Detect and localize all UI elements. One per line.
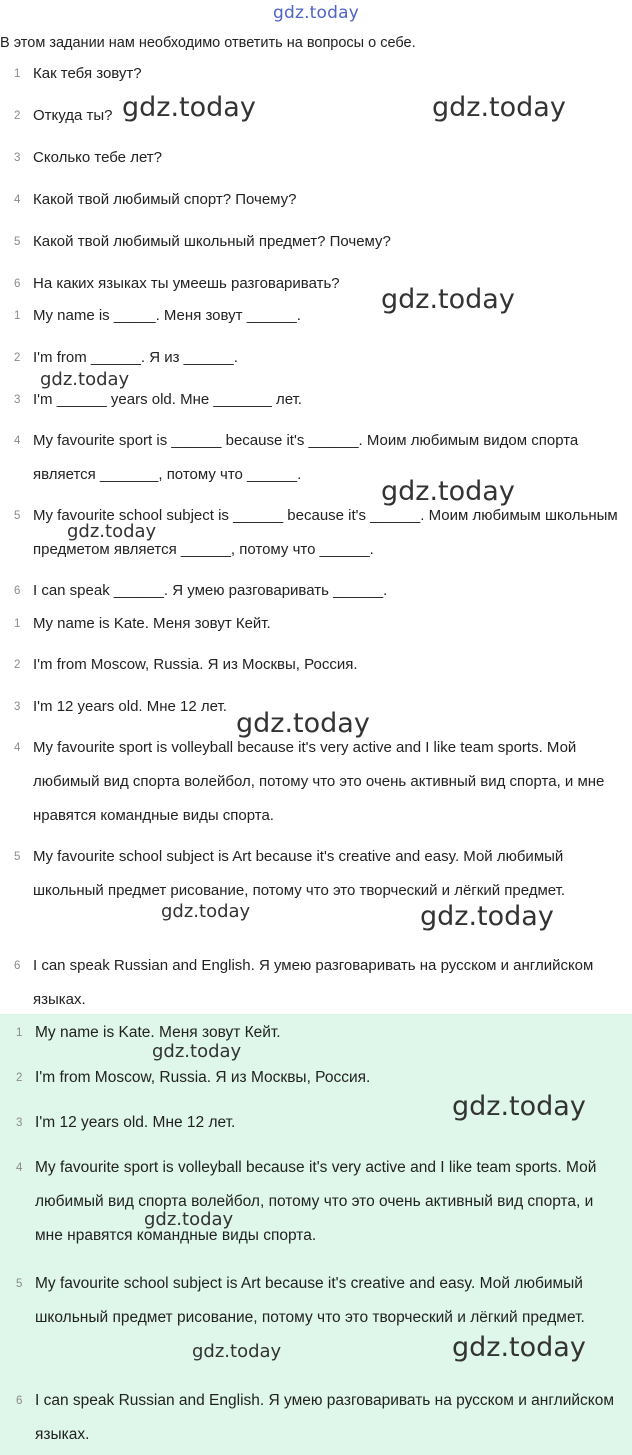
task-intro: В этом задании нам необходимо ответить на вопросы о себе. (0, 35, 416, 51)
final-answer-item (0, 1384, 632, 1452)
item-number: 5 (16, 1278, 23, 1290)
template-text: My favourite sport is ______ because it's ______. Моим любимым видом спорта является _______, потому что ______. (33, 432, 579, 483)
item-number: 2 (14, 352, 21, 364)
template-text: My name is _____. Меня зовут ______. (33, 307, 301, 324)
site-logo[interactable]: gdz.today (272, 3, 360, 23)
question-item (0, 267, 632, 301)
watermark: gdz.today (122, 92, 256, 123)
answer-text: My favourite sport is volleyball because it's very active and I like team sports. Мой любимый вид спорта волейбол, потому что это очень активный вид спорта, и мне нравятся командные виды спорта. (33, 739, 605, 824)
item-number: 5 (14, 851, 21, 863)
final-answer-text: My favourite sport is volleyball because it's very active and I like team sports. Мой любимый вид спорта волейбол, потому что это очень активный вид спорта, и мне нравятся командные виды спорта. (35, 1159, 597, 1244)
template-item (0, 299, 632, 333)
question-text: Как тебя зовут? (33, 65, 142, 82)
final-answer-text: I can speak Russian and English. Я умею разговаривать на русском и английском языках. (35, 1392, 615, 1443)
item-number: 3 (14, 394, 21, 406)
answer-text: My name is Kate. Меня зовут Кейт. (33, 615, 271, 632)
final-answer-item (0, 1061, 632, 1095)
item-number: 1 (16, 1027, 23, 1039)
item-number: 2 (14, 110, 21, 122)
question-item (0, 57, 632, 91)
final-answer-item (0, 1267, 632, 1335)
question-item (0, 141, 632, 175)
watermark: gdz.today (420, 901, 554, 932)
template-text: My favourite school subject is ______ because it's ______. Моим любимым школьным предметом является ______, потому что ______. (33, 507, 618, 558)
answer-text: I can speak Russian and English. Я умею разговаривать на русском и английском языках. (33, 957, 594, 1008)
template-text: I can speak ______. Я умею разговаривать ______. (33, 582, 388, 599)
question-text: Сколько тебе лет? (33, 149, 163, 166)
final-answer-text: My favourite school subject is Art because it's creative and easy. Мой любимый школьный предмет рисование, потому что это творческий и лёгкий предмет. (35, 1275, 585, 1326)
answer-item (0, 648, 632, 682)
watermark: gdz.today (144, 1209, 234, 1230)
watermark: gdz.today (236, 708, 370, 739)
template-text: I'm ______ years old. Мне _______ лет. (33, 391, 302, 408)
question-text: Откуда ты? (33, 107, 113, 124)
answer-panel (0, 1014, 632, 1455)
item-number: 5 (14, 236, 21, 248)
answer-item (0, 607, 632, 641)
watermark: gdz.today (40, 369, 130, 390)
item-number: 4 (14, 435, 21, 447)
watermark: gdz.today (152, 1041, 242, 1062)
template-item (0, 574, 632, 608)
watermark: gdz.today (161, 901, 251, 922)
answer-text: My favourite school subject is Art because it's creative and easy. Мой любимый школьный предмет рисование, потому что это творческий и лёгкий предмет. (33, 848, 566, 899)
answer-text: I'm from Moscow, Russia. Я из Москвы, Россия. (33, 656, 358, 673)
item-number: 2 (14, 659, 21, 671)
final-answer-item (0, 1151, 632, 1253)
watermark: gdz.today (381, 284, 515, 315)
answer-text: I'm 12 years old. Мне 12 лет. (33, 698, 227, 715)
item-number: 6 (14, 278, 21, 290)
item-number: 4 (14, 194, 21, 206)
item-number: 6 (16, 1395, 23, 1407)
watermark: gdz.today (432, 92, 566, 123)
question-text: Какой твой любимый школьный предмет? Почему? (33, 233, 391, 250)
watermark: gdz.today (452, 1332, 586, 1363)
final-answer-item (0, 1016, 632, 1050)
item-number: 4 (14, 742, 21, 754)
answer-item (0, 949, 632, 1017)
watermark: gdz.today (192, 1341, 282, 1362)
item-number: 3 (16, 1117, 23, 1129)
answer-item (0, 731, 632, 833)
template-item (0, 424, 632, 492)
item-number: 6 (14, 960, 21, 972)
answer-item (0, 840, 632, 908)
template-text: I'm from ______. Я из ______. (33, 349, 238, 366)
watermark: gdz.today (381, 476, 515, 507)
item-number: 5 (14, 510, 21, 522)
item-number: 6 (14, 585, 21, 597)
item-number: 4 (16, 1162, 23, 1174)
final-answer-text: I'm 12 years old. Мне 12 лет. (35, 1114, 236, 1131)
watermark: gdz.today (452, 1091, 586, 1122)
item-number: 2 (16, 1072, 23, 1084)
final-answer-text: I'm from Moscow, Russia. Я из Москвы, Россия. (35, 1069, 371, 1086)
final-answer-text: My name is Kate. Меня зовут Кейт. (35, 1024, 281, 1041)
item-number: 1 (14, 68, 21, 80)
question-item (0, 183, 632, 217)
question-text: Какой твой любимый спорт? Почему? (33, 191, 297, 208)
item-number: 1 (14, 618, 21, 630)
item-number: 3 (14, 701, 21, 713)
item-number: 1 (14, 310, 21, 322)
item-number: 3 (14, 152, 21, 164)
question-item (0, 225, 632, 259)
question-text: На каких языках ты умеешь разговаривать? (33, 275, 340, 292)
watermark: gdz.today (67, 521, 157, 542)
